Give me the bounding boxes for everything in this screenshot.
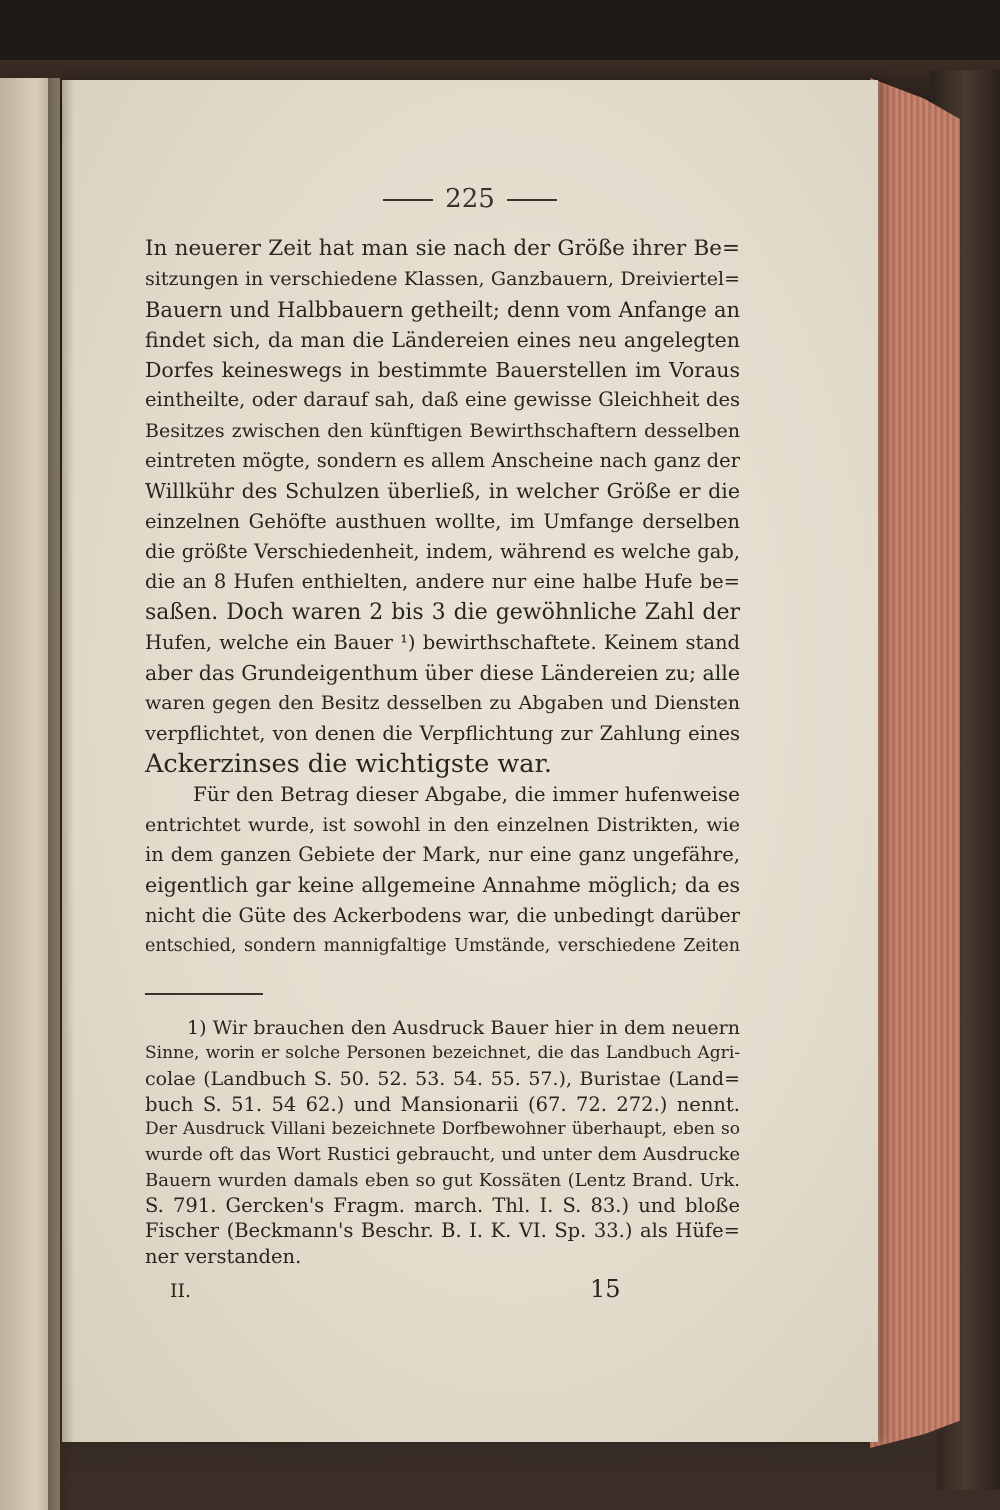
body-line: In neuerer Zeit hat man sie nach der Größe ihrer Be=: [145, 236, 740, 261]
body-line: die größte Verschiedenheit, indem, während es welche gab,: [145, 539, 740, 563]
body-line: aber das Grundeigenthum über diese Ländereien zu; alle: [145, 661, 740, 686]
footnote-line: colae (Landbuch S. 50. 52. 53. 54. 55. 57.), Buristae (Land=: [145, 1067, 740, 1090]
header-rule-left: [383, 199, 433, 201]
body-line: findet sich, da man die Ländereien eines neu angelegten: [145, 327, 740, 352]
sheet-number: 15: [590, 1275, 621, 1303]
body-line: eigentlich gar keine allgemeine Annahme möglich; da es: [145, 873, 740, 898]
footnote-line: buch S. 51. 54 62.) und Mansionarii (67. 72. 272.) nennt.: [145, 1092, 740, 1116]
footnote-line: Fischer (Beckmann's Beschr. B. I. K. VI. Sp. 33.) als Hüfe=: [145, 1219, 740, 1243]
page-number: 225: [445, 184, 495, 214]
footnote-line: Der Ausdruck Villani bezeichnete Dorfbewohner überhaupt, eben so: [145, 1119, 740, 1140]
body-line: Ackerzinses die wichtigste war.: [145, 749, 552, 780]
body-line: Für den Betrag dieser Abgabe, die immer hufenweise: [193, 782, 740, 807]
body-line: sitzungen in verschiedene Klassen, Ganzbauern, Dreiviertel=: [145, 268, 740, 291]
body-line: Willkühr des Schulzen überließ, in welcher Größe er die: [145, 479, 740, 504]
body-line: Besitzes zwischen den künftigen Bewirthschaftern desselben: [145, 419, 740, 442]
volume-signature: II.: [170, 1280, 192, 1302]
body-line: die an 8 Hufen enthielten, andere nur eine halbe Hufe be=: [145, 570, 740, 594]
body-line: Dorfes keineswegs in bestimmte Bauerstellen im Voraus: [145, 358, 740, 383]
body-text: [145, 234, 740, 961]
page-header: [62, 184, 878, 214]
body-line: waren gegen den Besitz desselben zu Abgaben und Diensten: [145, 692, 740, 715]
body-line: entschied, sondern mannigfaltige Umstände, verschiedene Zeiten: [145, 935, 740, 956]
body-line: einzelnen Gehöfte austhuen wollte, im Umfange derselben: [145, 509, 740, 533]
body-line: in dem ganzen Gebiete der Mark, nur eine ganz ungefähre,: [145, 842, 740, 866]
footnote: [145, 1016, 740, 1269]
body-line: nicht die Güte des Ackerbodens war, die unbedingt darüber: [145, 903, 740, 927]
footnote-line: Sinne, worin er solche Personen bezeichnet, die das Landbuch Agri-: [145, 1043, 740, 1064]
body-line: eintreten mögte, sondern es allem Anscheine nach ganz der: [145, 449, 740, 473]
body-line: entrichtet wurde, ist sowohl in den einzelnen Distrikten, wie: [145, 813, 740, 836]
footnote-rule: [145, 993, 263, 995]
spine-shadow: [48, 78, 74, 1510]
footnote-line: ner verstanden.: [145, 1244, 302, 1268]
page-edges: [870, 78, 960, 1448]
body-line: saßen. Doch waren 2 bis 3 die gewöhnliche Zahl der: [145, 599, 740, 625]
header-rule-right: [507, 199, 557, 201]
footnote-line: S. 791. Gercken's Fragm. march. Thl. I. S. 83.) und bloße: [145, 1194, 740, 1218]
footnote-line: Bauern wurden damals eben so gut Kossäten (Lentz Brand. Urk.: [145, 1169, 740, 1191]
footnote-line: wurde oft das Wort Rustici gebraucht, und unter dem Ausdrucke: [145, 1144, 740, 1166]
body-line: Hufen, welche ein Bauer ¹) bewirthschaftete. Keinem stand: [145, 630, 740, 654]
body-line: verpflichtet, von denen die Verpflichtung zur Zahlung eines: [145, 721, 740, 745]
body-line: eintheilte, oder darauf sah, daß eine gewisse Gleichheit des: [145, 388, 740, 412]
footnote-line: 1) Wir brauchen den Ausdruck Bauer hier in dem neuern: [187, 1017, 740, 1039]
body-line: Bauern und Halbbauern getheilt; denn vom Anfange an: [145, 297, 740, 322]
